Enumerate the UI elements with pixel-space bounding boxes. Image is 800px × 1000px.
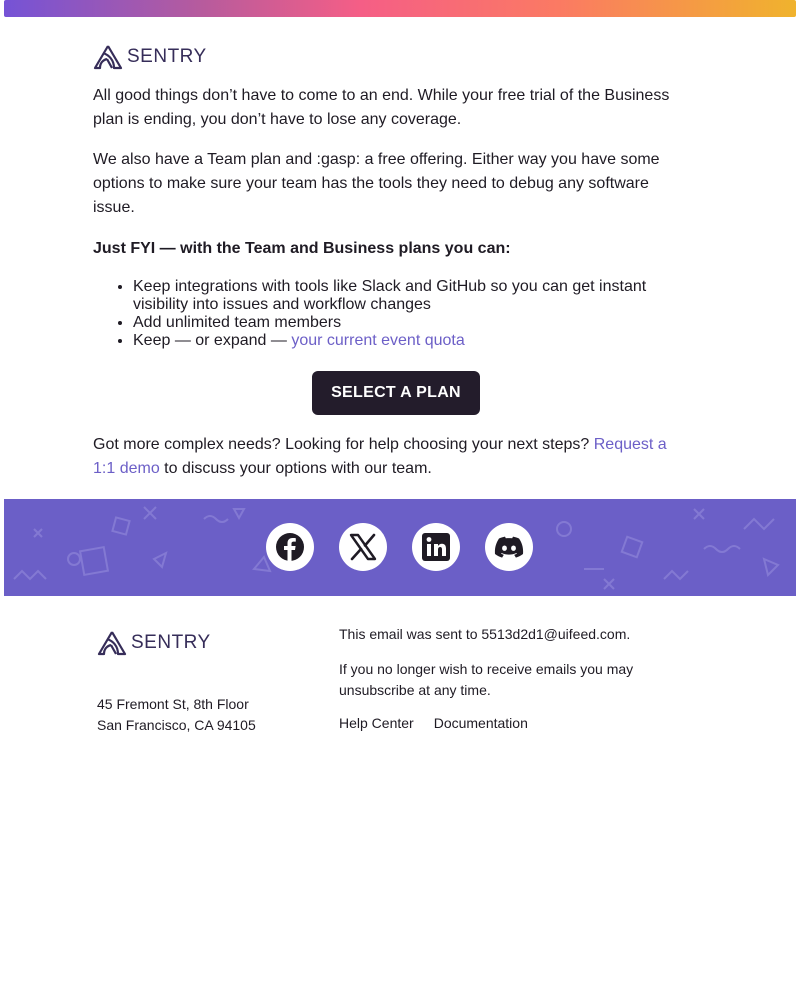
sentry-wordmark: SENTRY (127, 46, 207, 67)
demo-paragraph (93, 433, 683, 481)
address-line-1: 45 Fremont St, 8th Floor (97, 696, 249, 712)
x-icon (349, 533, 377, 561)
sent-to-text: This email was sent to 5513d2d1@uifeed.com. (339, 626, 631, 642)
facebook-button[interactable] (266, 523, 314, 571)
footer-sentry-logo[interactable] (97, 630, 317, 656)
event-quota-link[interactable]: your current event quota (291, 332, 465, 349)
documentation-link[interactable]: Documentation (433, 715, 528, 731)
top-gradient-bar (4, 0, 796, 17)
demo-text: Got more complex needs? Looking for help choosing your next steps? (93, 436, 594, 453)
discord-button[interactable] (485, 523, 533, 571)
list-item (133, 332, 683, 350)
sentry-glyph-icon (93, 44, 123, 70)
facebook-icon (275, 532, 305, 562)
intro-paragraph-2: We also have a Team plan and :gasp: a free offering. Either way you have some options to make sure your team has the tools they need to debug any software issue. (93, 151, 660, 216)
list-item: • Add unlimited team members (133, 314, 683, 332)
feature-list (93, 278, 683, 350)
x-button[interactable] (339, 523, 387, 571)
sentry-glyph-icon (97, 630, 127, 656)
fyi-heading: Just FYI — with the Team and Business plans you can: (93, 240, 511, 257)
list-item: • Keep integrations with tools like Slack and GitHub so you can get instant visibility into issues and workflow changes (133, 278, 683, 314)
address-line-2: San Francisco, CA 94105 (97, 717, 256, 733)
discord-icon (494, 535, 524, 559)
select-plan-button[interactable]: SELECT A PLAN (312, 371, 480, 415)
request-demo-link[interactable]: Request a 1:1 demo (93, 436, 667, 477)
unsubscribe-text[interactable]: If you no longer wish to receive emails you may unsubscribe at any time. (339, 661, 634, 698)
demo-suffix-text: to discuss your options with our team. (159, 460, 432, 477)
linkedin-button[interactable] (412, 523, 460, 571)
sentry-logo[interactable] (93, 44, 683, 70)
help-center-link[interactable]: Help Center (339, 715, 414, 731)
intro-paragraph-1: All good things don’t have to come to an end. While your free trial of the Business plan is ending, you don’t have to lose any coverage. (93, 87, 670, 128)
feature-3-text: Keep — or expand — (133, 332, 292, 349)
social-band (4, 499, 796, 596)
linkedin-icon (421, 532, 451, 562)
sentry-wordmark: SENTRY (131, 632, 211, 653)
